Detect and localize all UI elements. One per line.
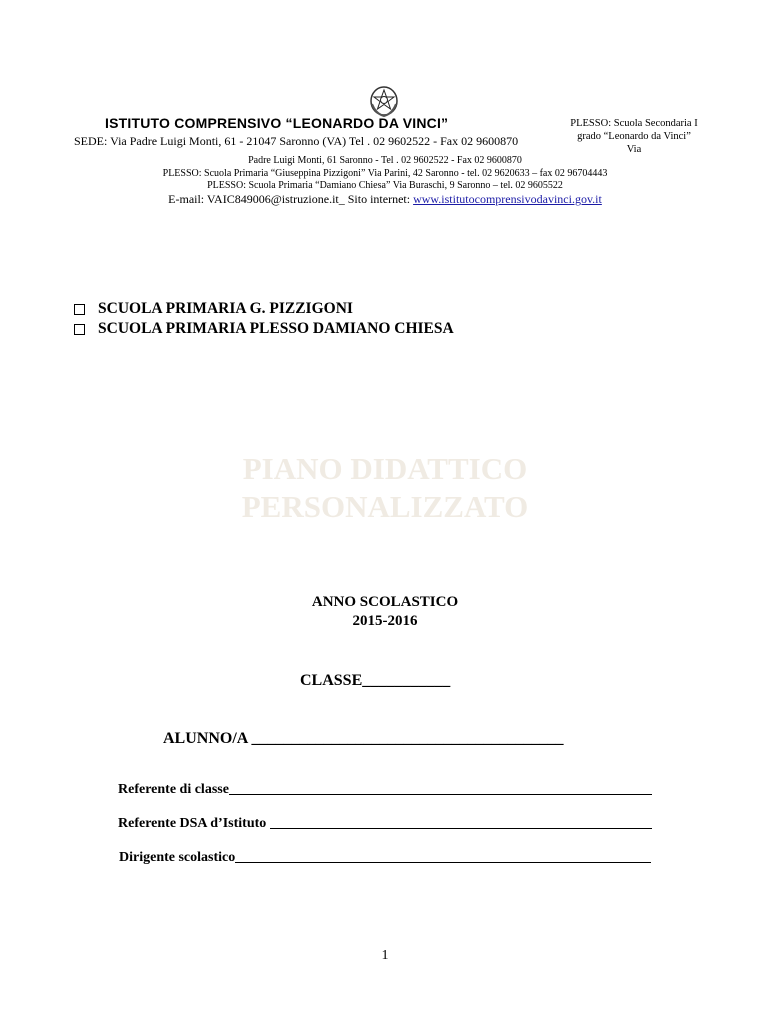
field-label: Referente di classe	[118, 782, 229, 797]
checkbox[interactable]	[74, 304, 85, 315]
checkbox[interactable]	[74, 324, 85, 335]
plesso-chiesa-line: PLESSO: Scuola Primaria “Damiano Chiesa” Via Buraschi, 9 Saronno – tel. 02 9605522	[207, 180, 563, 191]
document-title-line2: PERSONALIZZATO	[241, 489, 529, 524]
referente-classe-field	[118, 782, 652, 798]
alunno-field: ALUNNO/A _______________________________________	[163, 730, 564, 747]
option-damiano-chiesa[interactable]	[74, 320, 454, 338]
option-label: SCUOLA PRIMARIA PLESSO DAMIANO CHIESA	[98, 320, 454, 337]
italian-republic-emblem-icon	[368, 84, 400, 118]
referente-dsa-field	[118, 816, 652, 832]
classe-field: CLASSE___________	[300, 672, 451, 689]
fill-line	[229, 793, 652, 795]
plesso-pizzigoni-line: PLESSO: Scuola Primaria “Giuseppina Pizzigoni” Via Parini, 42 Saronno - tel. 02 9620633 – fax 02 96704443	[162, 168, 608, 179]
fill-line	[235, 861, 651, 863]
document-title-line1: PIANO DIDATTICO	[242, 451, 528, 486]
fill-line	[270, 827, 652, 829]
anno-scolastico-label: ANNO SCOLASTICO	[311, 594, 459, 610]
sede-address: SEDE: Via Padre Luigi Monti, 61 - 21047 Saronno (VA) Tel . 02 9602522 - Fax 02 9600870	[74, 134, 519, 148]
field-label: Referente DSA d’Istituto	[118, 816, 270, 831]
field-label: Dirigente scolastico	[119, 850, 236, 865]
school-name: ISTITUTO COMPRENSIVO “LEONARDO DA VINCI”	[105, 115, 449, 131]
website-link[interactable]: www.istitutocomprensivodavinci.gov.it	[413, 192, 602, 206]
email-text: E-mail: VAIC849006@istruzione.it_ Sito internet:	[168, 192, 414, 206]
plesso-secondaria: PLESSO: Scuola Secondaria I grado “Leonardo da Vinci” Via	[570, 118, 698, 155]
option-label: SCUOLA PRIMARIA G. PIZZIGONI	[98, 300, 353, 317]
contact-line	[0, 192, 770, 207]
dirigente-field	[119, 850, 651, 866]
page-number: 1	[381, 948, 389, 963]
option-pizzigoni[interactable]	[74, 300, 353, 318]
anno-scolastico-value: 2015-2016	[352, 613, 418, 629]
address-line: Padre Luigi Monti, 61 Saronno - Tel . 02 9602522 - Fax 02 9600870	[248, 155, 522, 166]
